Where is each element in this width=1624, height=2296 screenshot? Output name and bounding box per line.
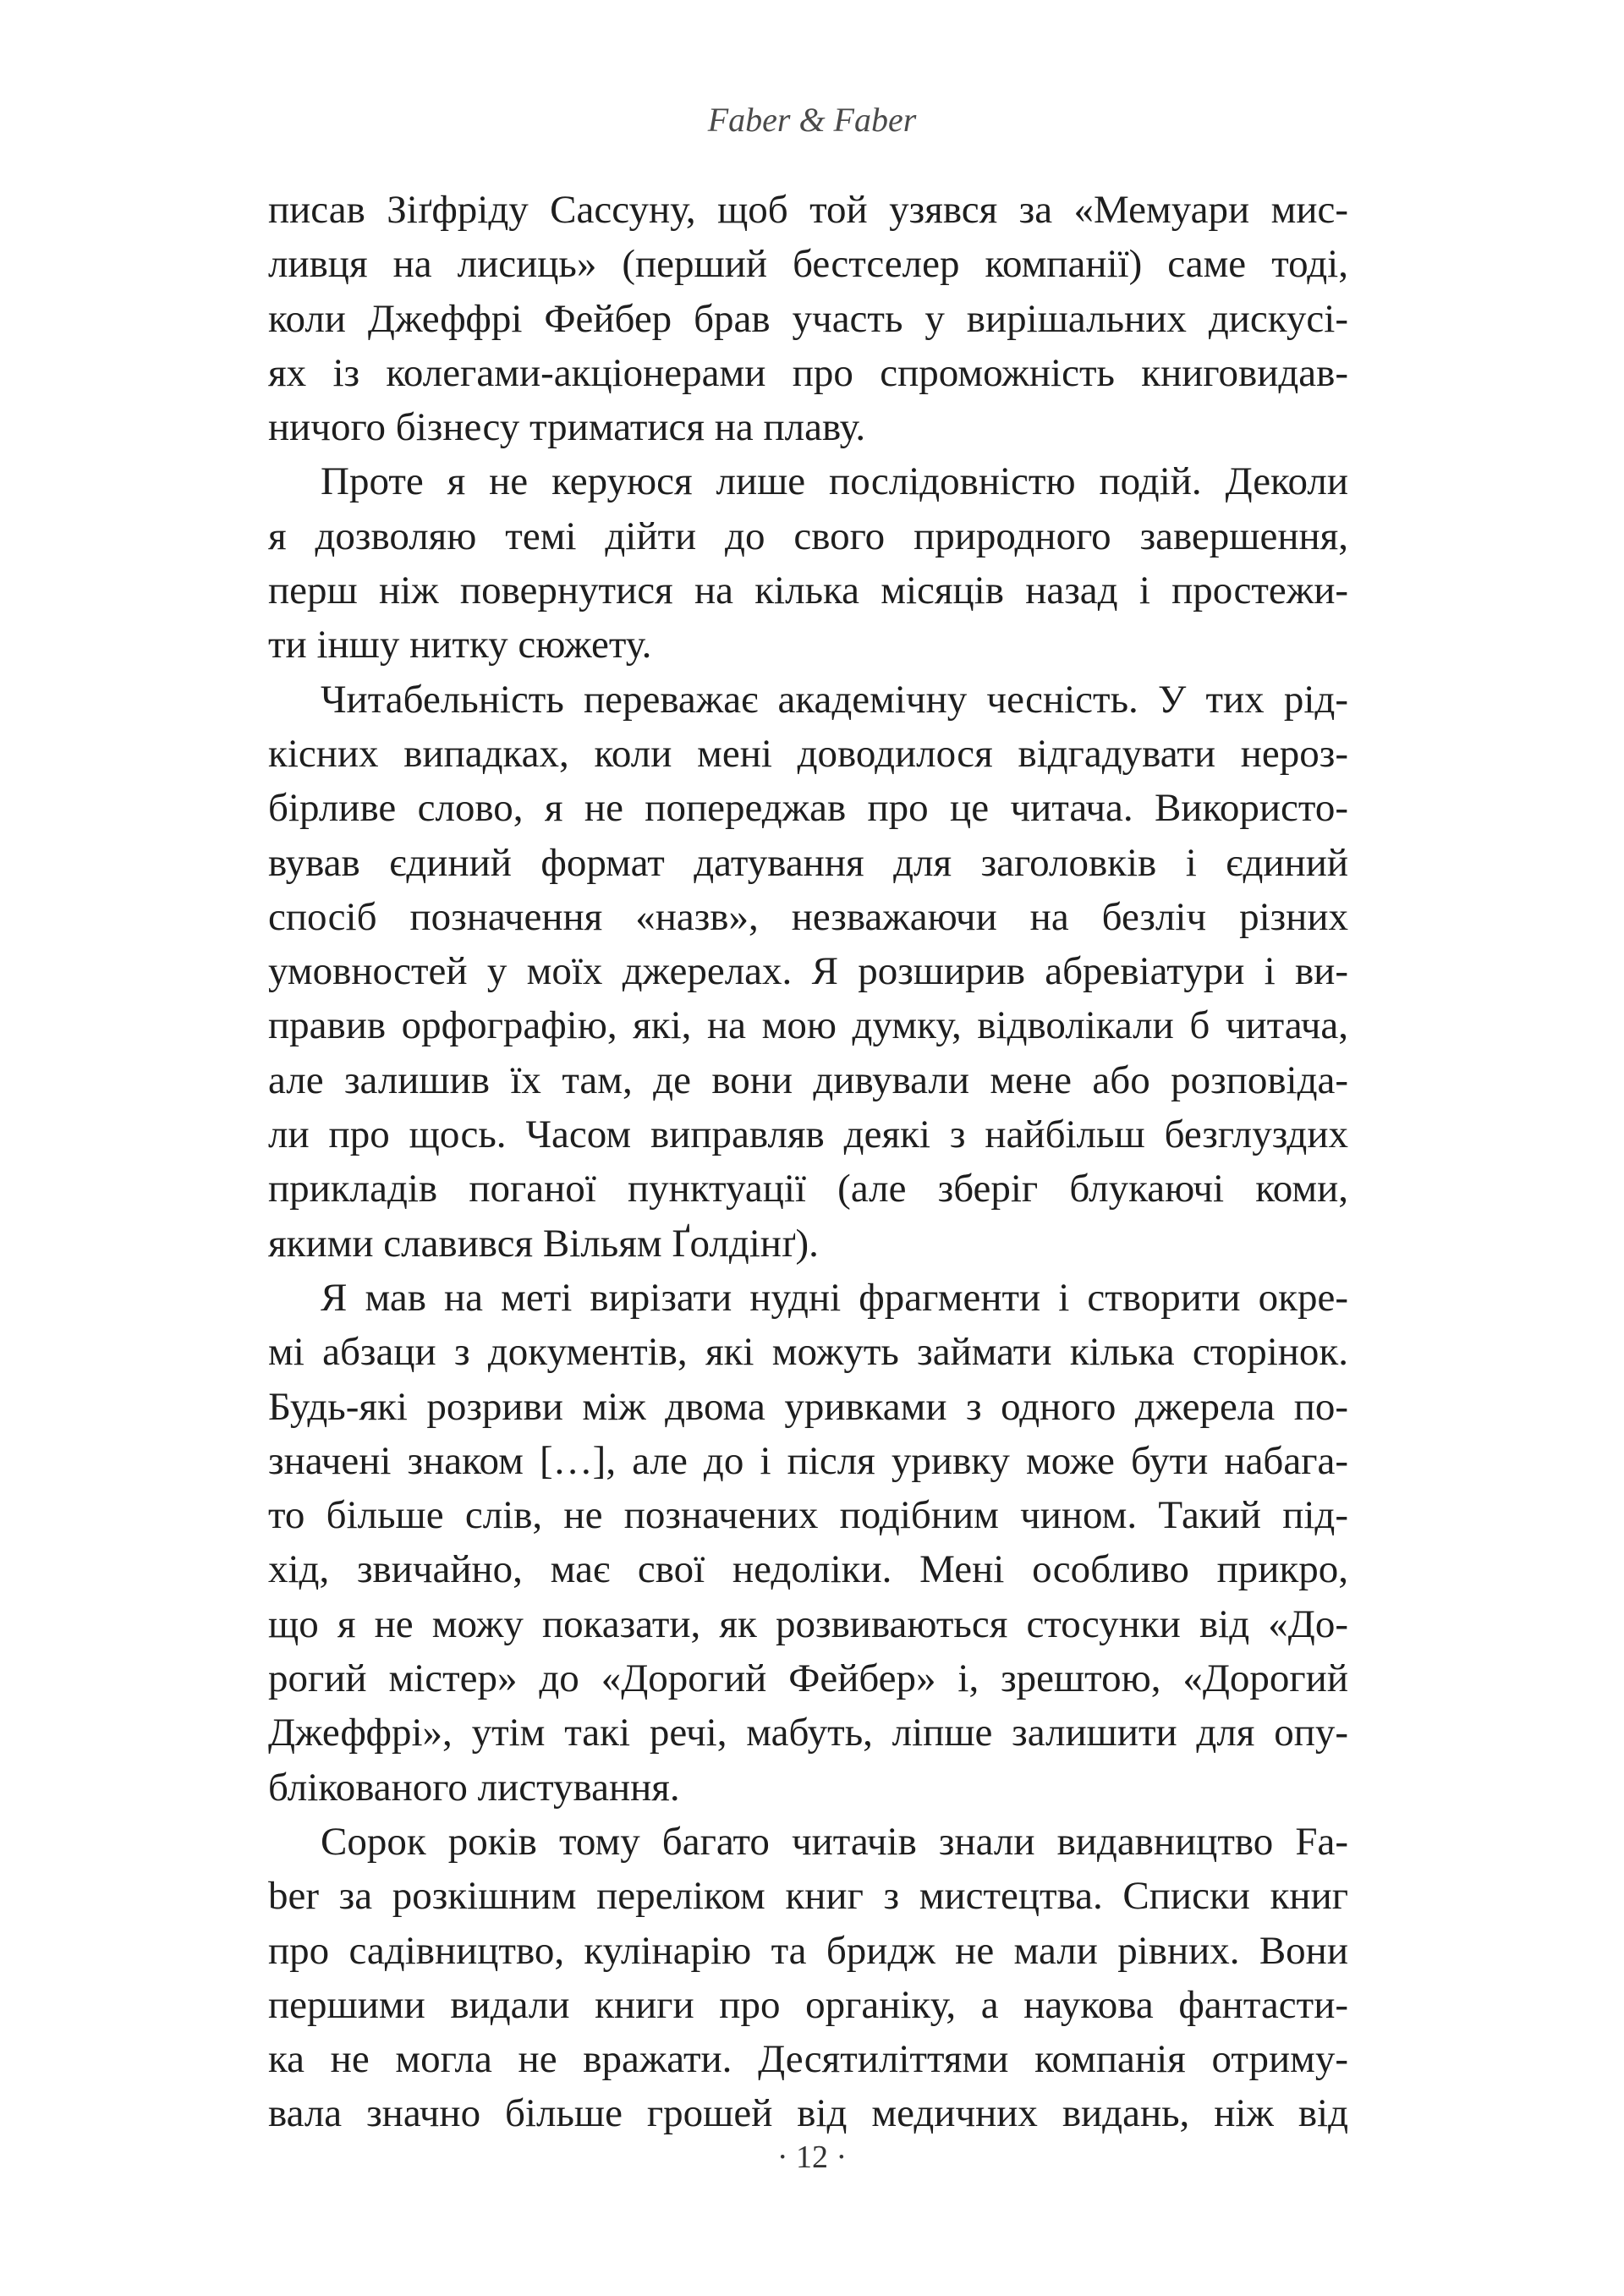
- paragraph: [268, 1271, 1348, 1815]
- paragraph: [268, 183, 1348, 454]
- text-line: перш ніж повернутися на кілька місяців назад і простежи-: [268, 569, 1348, 613]
- text-line: ничого бізнесу триматися на плаву.: [268, 405, 866, 450]
- text-line: першими видали книги про органіку, а наукова фантасти-: [268, 1982, 1348, 2027]
- text-line: ber за розкішним переліком книг з мистецтва. Списки книг: [268, 1874, 1348, 1919]
- text-line: мі абзаци з документів, які можуть займати кілька сторінок.: [268, 1330, 1348, 1375]
- text-line: що я не можу показати, як розвиваються стосунки від «До-: [268, 1601, 1348, 1646]
- text-line: писав Зіґфріду Сассуну, щоб той узявся за «Мемуари мис-: [268, 188, 1348, 232]
- text-line: Будь-які розриви між двома уривками з одного джерела по-: [268, 1384, 1348, 1429]
- text-line: значені знаком […], але до і після уривку може бути набага-: [268, 1438, 1348, 1483]
- text-line: умовностей у моїх джерелах. Я розширив абревіатури і ви-: [268, 949, 1348, 994]
- text-line: спосіб позначення «назв», незважаючи на безліч різних: [268, 894, 1348, 939]
- text-line: Проте я не керуюся лише послідовністю подій. Деколи: [321, 459, 1348, 504]
- text-line: вала значно більше грошей від медичних видань, ніж від: [268, 2091, 1348, 2136]
- text-line: рогий містер» до «Дорогий Фейбер» і, зрештою, «Дорогий: [268, 1656, 1348, 1701]
- text-line: ти іншу нитку сюжету.: [268, 623, 652, 667]
- text-line: ка не могла не вражати. Десятиліттями компанія отриму-: [268, 2037, 1348, 2082]
- body-text: [268, 183, 1348, 2141]
- text-line: кісних випадках, коли мені доводилося відгадувати нероз-: [268, 731, 1348, 776]
- text-line: хід, звичайно, має свої недоліки. Мені особливо прикро,: [268, 1547, 1348, 1592]
- text-line: ливця на лисиць» (перший бестселер компанії) саме тоді,: [268, 242, 1348, 287]
- paragraph: [268, 454, 1348, 672]
- running-head: Faber & Faber: [707, 101, 917, 139]
- text-line: якими славився Вільям Ґолдінґ).: [268, 1221, 819, 1266]
- paragraph: [268, 673, 1348, 1271]
- text-line: ли про щось. Часом виправляв деякі з найбільш безглуздих: [268, 1112, 1348, 1157]
- text-line: правив орфографію, які, на мою думку, відволікали б читача,: [268, 1003, 1348, 1048]
- text-line: вував єдиний формат датування для заголовків і єдиний: [268, 840, 1348, 885]
- text-line: блікованого листування.: [268, 1765, 680, 1810]
- text-line: але залишив їх там, де вони дивували мене або розповіда-: [268, 1057, 1348, 1102]
- text-line: ях із колегами-акціонерами про спроможність книговидав-: [268, 350, 1348, 395]
- text-line: Я мав на меті вирізати нудні фрагменти і створити окре-: [321, 1275, 1348, 1320]
- text-line: про садівництво, кулінарію та бридж не мали рівних. Вони: [268, 1928, 1348, 1973]
- text-line: Читабельність переважає академічну чесність. У тих рід-: [321, 677, 1348, 722]
- page-number: · 12 ·: [776, 2139, 848, 2175]
- text-line: я дозволяю темі дійти до свого природного завершення,: [268, 514, 1348, 558]
- text-line: Сорок років тому багато читачів знали видавництво Fa-: [321, 1819, 1348, 1864]
- text-line: Джеффрі», утім такі речі, мабуть, ліпше залишити для опу-: [268, 1711, 1348, 1755]
- paragraph: [268, 1815, 1348, 2141]
- text-line: прикладів поганої пунктуації (але зберіг блукаючі коми,: [268, 1167, 1348, 1211]
- text-line: коли Джеффрі Фейбер брав участь у вирішальних дискусі-: [268, 296, 1348, 341]
- text-line: то більше слів, не позначених подібним чином. Такий під-: [268, 1493, 1348, 1538]
- text-line: бірливе слово, я не попереджав про це читача. Використо-: [268, 786, 1348, 831]
